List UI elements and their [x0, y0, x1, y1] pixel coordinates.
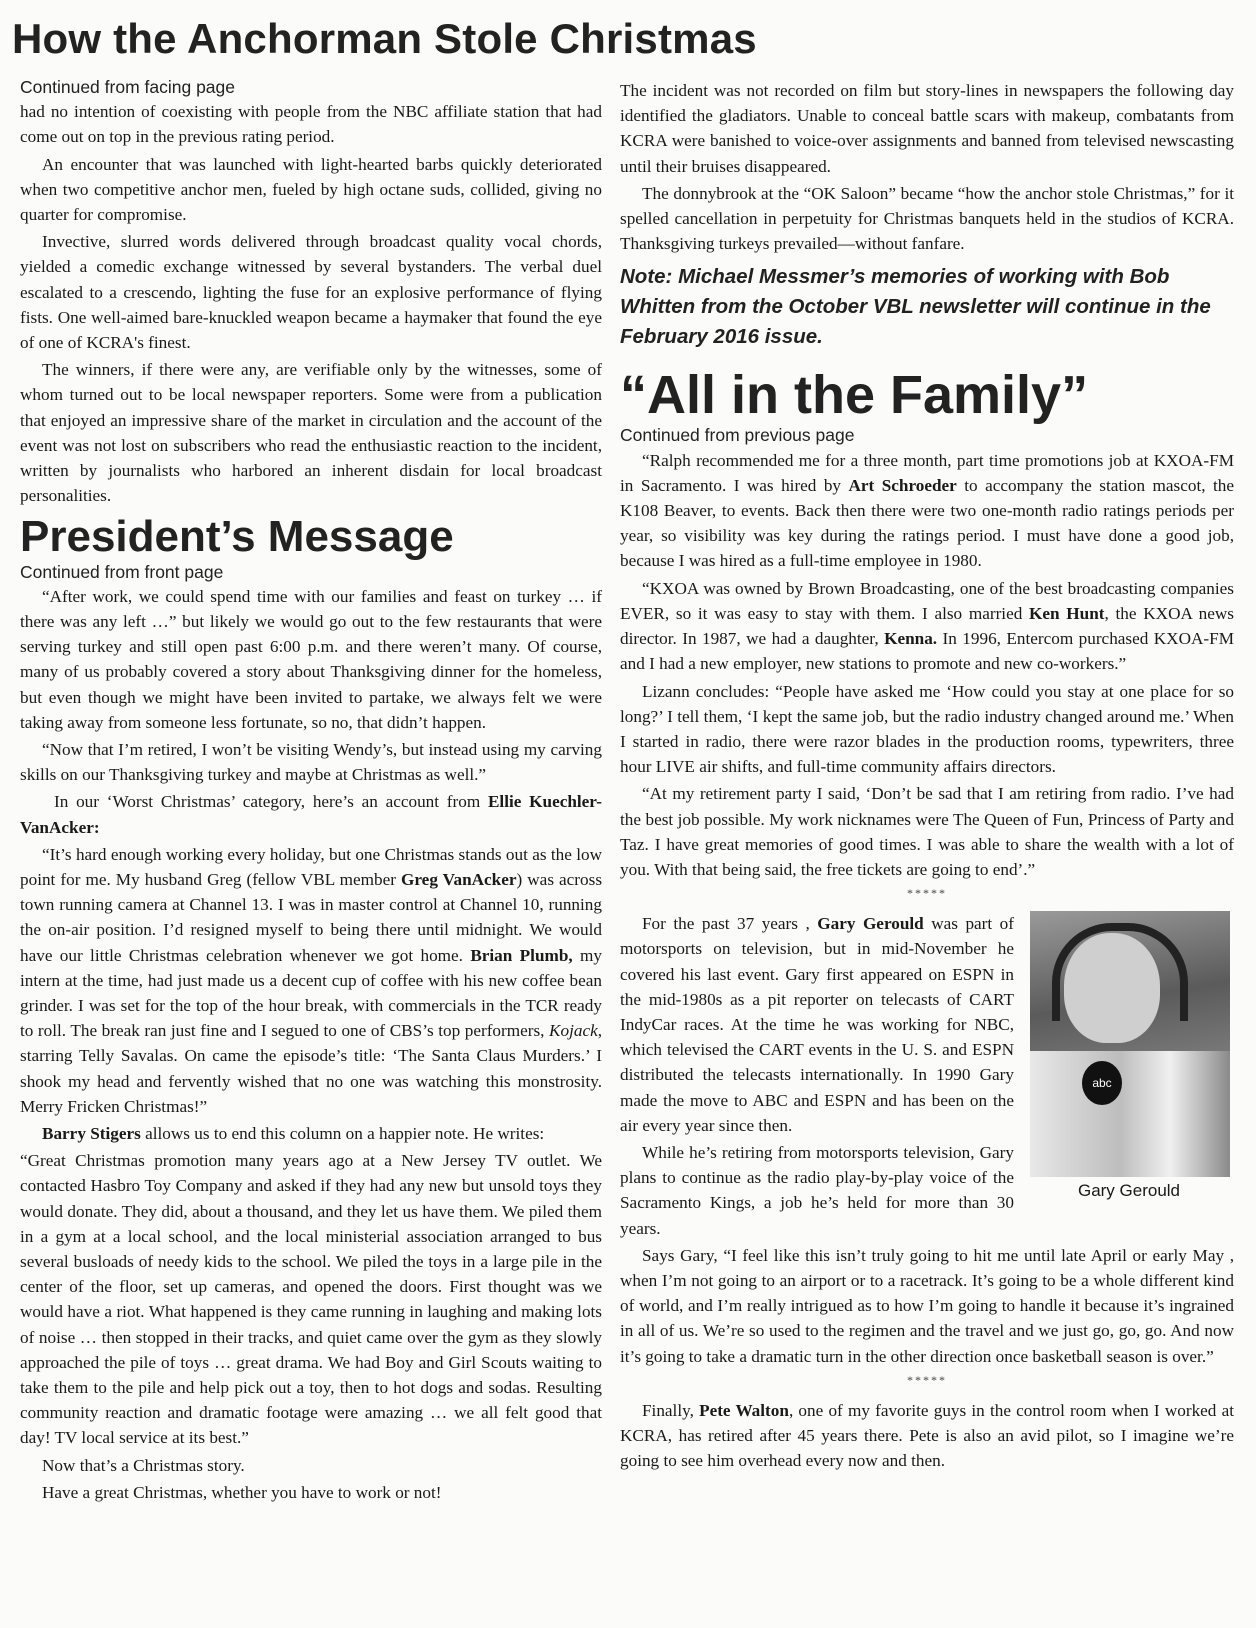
editor-note: Note: Michael Messmer’s memories of working with Bob Whitten from the October VBL newsletter will continue in the February 2016 issue.: [620, 265, 1211, 349]
person-name: Ken Hunt: [1029, 603, 1105, 623]
president-paragraph: Now that’s a Christmas story.: [42, 1455, 245, 1475]
left-column: [20, 74, 602, 1507]
president-paragraph: “Now that I’m retired, I won’t be visiting Wendy’s, but instead using my carving skills on our Thanksgiving turkey and maybe at Christmas as well.”: [20, 739, 602, 785]
microphone-icon: abc: [1082, 1061, 1122, 1105]
president-paragraph: In our ‘Worst Christmas’ category, here’s an account from Ellie Kuechler-VanAcker:: [20, 792, 603, 837]
anchorman-paragraph: The incident was not recorded on film but story-lines in newspapers the following day identified the gladiators. Unable to conceal battle scars with makeup, combatants from KCRA were banished to voice-over assignments and banned from televised newscasting until their bruises disappeared.: [620, 81, 1234, 176]
family-paragraph: Says Gary, “I feel like this isn’t truly going to hit me until late April or early May , when I’m not going to an airport or to a racetrack. It’s going to be a whole different kind of world, and I’m really intrigued as to how I’m going to handle it because it’s ingrained in all of us. We’re so used to the regimen and the travel and we just go, go, go. And now it’s going to take a dramatic turn in the other direction once basketball season is over.”: [620, 1245, 1234, 1366]
person-name: Kenna.: [884, 629, 938, 649]
family-paragraph: Lizann concludes: “People have asked me ‘How could you stay at one place for so long?’ I tell them, ‘I kept the same job, but the radio industry changed around me.’ When I started in radio, there were razor blades in the production rooms, typewriters, three hour LIVE air shifts, and full-time community affairs directors.: [620, 681, 1234, 777]
anchorman-paragraph: The donnybrook at the “OK Saloon” became “how the anchor stole Christmas,” for it spelled cancellation in perpetuity for Christmas banquets held in the studios of KCRA. Thanksgiving turkeys prevailed—without fanfare.: [620, 183, 1234, 254]
anchorman-paragraph: had no intention of coexisting with people from the NBC affiliate station that had come out on top in the previous rating period.: [20, 102, 602, 147]
president-paragraph: “Great Christmas promotion many years ago at a New Jersey TV outlet. We contacted Hasbro Toy Company and asked if they had any new but unsold toys they would donate. They did, about a thousand, and they let us have them. We piled them in a gym at a local school, and the local ministerial association arranged to bus several busloads of needy kids to the school. We piled the toys in a large pile in the center of the floor, set up cameras, and opened the doors. First thought was we would have a riot. What happened is they came running in laughing and making lots of noise … then stopped in their tracks, and quiet came over the gym as they slowly approached the pile of toys … great drama. We had Boy and Girl Scouts waiting to take them to the pile and help pick out a toy, then to hot dogs and sodas. Resulting community reaction and dramatic footage were amazing … we all felt good that day! TV local service at its best.”: [20, 1151, 602, 1448]
family-paragraph: “At my retirement party I said, ‘Don’t be sad that I am retiring from radio. I’ve had the best job possible. My work nicknames were The Queen of Fun, Princess of Party and Taz. I have great memories of good times. I was able to share the wealth with a lot of you. With that being said, the free tickets are going to end’.”: [620, 784, 1234, 879]
president-paragraph: “It’s hard enough working every holiday, but one Christmas stands out as the low point for me. My husband Greg (fellow VBL member Greg VanAcker) was across town running camera at Channel 13. I was in master control at Channel 10, running the on-air position. I’d resigned myself to being there until midnight. We would have our little Christmas celebration whenever we got home. Brian Plumb, my intern at the time, had just made us a decent cup of coffee with his new coffee bean grinder. I was set for the top of the hour break, with commercials in the TCR ready to roll. The break ran just fine and I segued to one of CBS’s top performers, Kojack, starring Telly Savalas. On came the episode’s title: ‘The Santa Claus Murders.’ I shook my head and fervently wished that no one was watching this monstrosity. Merry Fricken Christmas!”: [20, 844, 603, 1116]
show-title: Kojack: [549, 1021, 598, 1041]
person-name: Pete Walton: [699, 1400, 789, 1420]
person-name: Art Schroeder: [848, 475, 957, 495]
president-title: President’s Message: [20, 511, 454, 561]
person-name: Ellie Kuechler-VanAcker:: [20, 792, 603, 837]
president-paragraph: Barry Stigers allows us to end this column on a happier note. He writes:: [42, 1124, 545, 1144]
president-continued: Continued from front page: [20, 561, 224, 582]
photo-caption: Gary Gerould: [1077, 1181, 1181, 1201]
photo-shirt: [1030, 1051, 1230, 1177]
right-column: [620, 78, 1234, 1475]
person-name: Greg VanAcker: [401, 869, 517, 889]
anchorman-paragraph: An encounter that was launched with light-hearted barbs quickly deteriorated when two competitive anchor men, fueled by high octane suds, collided, giving no quarter for compromise.: [20, 154, 602, 225]
person-name: Barry Stigers: [42, 1124, 141, 1144]
photo-figure: [1024, 911, 1234, 1201]
person-name: Brian Plumb,: [470, 945, 573, 965]
family-paragraph: For the past 37 years , Gary Gerould was part of motorsports on television, but in mid-November he covered his last event. Gary first appeared on ESPN in the mid-1980s as a pit reporter on telecasts of CART IndyCar races. At the time he was working for NBC, which televised the CART events in the U. S. and ESPN distributed the telecasts internationally. In 1990 Gary made the move to ABC and ESPN and has been on the air every year since then.: [620, 914, 1014, 1135]
headset-icon: [1052, 923, 1188, 1021]
president-paragraph: Have a great Christmas, whether you have to work or not!: [42, 1482, 442, 1502]
section-divider: *****: [907, 1372, 947, 1387]
gary-gerould-photo: [1030, 911, 1230, 1177]
anchorman-title: How the Anchorman Stole Christmas: [12, 15, 757, 62]
family-paragraph: While he’s retiring from motorsports television, Gary plans to continue as the radio play-by-play voice of the Sacramento Kings, a job he’s held for more than 30 years.: [620, 1142, 1014, 1238]
anchorman-paragraph: Invective, slurred words delivered through broadcast quality vocal chords, yielded a comedic exchange witnessed by several bystanders. The verbal duel escalated to a crescendo, lighting the fuse for an explosive performance of flying fists. One well-aimed bare-knuckled weapon became a haymaker that found the eye of one of KCRA's finest.: [20, 232, 602, 353]
section-divider: *****: [907, 886, 947, 901]
family-paragraph: “KXOA was owned by Brown Broadcasting, one of the best broadcasting companies EVER, so it was easy to stay with them. I also married Ken Hunt, the KXOA news director. In 1987, we had a daughter, Kenna. In 1996, Entercom purchased KXOA-FM and I had a new employer, new stations to promote and new co-workers.”: [620, 578, 1234, 674]
family-paragraph: “Ralph recommended me for a three month, part time promotions job at KXOA-FM in Sacramento. I was hired by Art Schroeder to accompany the station mascot, the K108 Beaver, to events. Back then there were two one-month radio ratings periods per year, so visibility was key during the ratings period. I must have done a good job, because I was hired as a full-time employee in 1980.: [620, 450, 1234, 571]
president-paragraph: “After work, we could spend time with our families and feast on turkey … if there was any left …” but likely we would go out to the few restaurants that were serving turkey and still open past 6:00 p.m. and there weren’t many. Of course, many of us probably covered a story about Thanksgiving dinner for the homeless, but even though we might have been invited to partake, we always felt we were taking away from someone less fortunate, so no, that didn’t happen.: [20, 586, 602, 732]
anchorman-paragraph: The winners, if there were any, are verifiable only by the witnesses, some of whom turned out to be local newspaper reporters. Some were from a publication that enjoyed an impressive share of the market in circulation and the account of the event was not lost on subscribers who read the enthusiastic reaction to the incident, written by journalists who harbored an inherent disdain for local broadcast personalities.: [20, 360, 602, 506]
family-title: “All in the Family”: [620, 365, 1089, 426]
family-continued: Continued from previous page: [620, 425, 855, 446]
person-name: Gary Gerould: [817, 914, 924, 934]
anchorman-continued: Continued from facing page: [20, 77, 235, 97]
family-paragraph: Finally, Pete Walton, one of my favorite guys in the control room when I worked at KCRA, has retired after 45 years there. Pete is also an avid pilot, so I imagine we’re going to see him overhead every now and then.: [620, 1400, 1234, 1471]
